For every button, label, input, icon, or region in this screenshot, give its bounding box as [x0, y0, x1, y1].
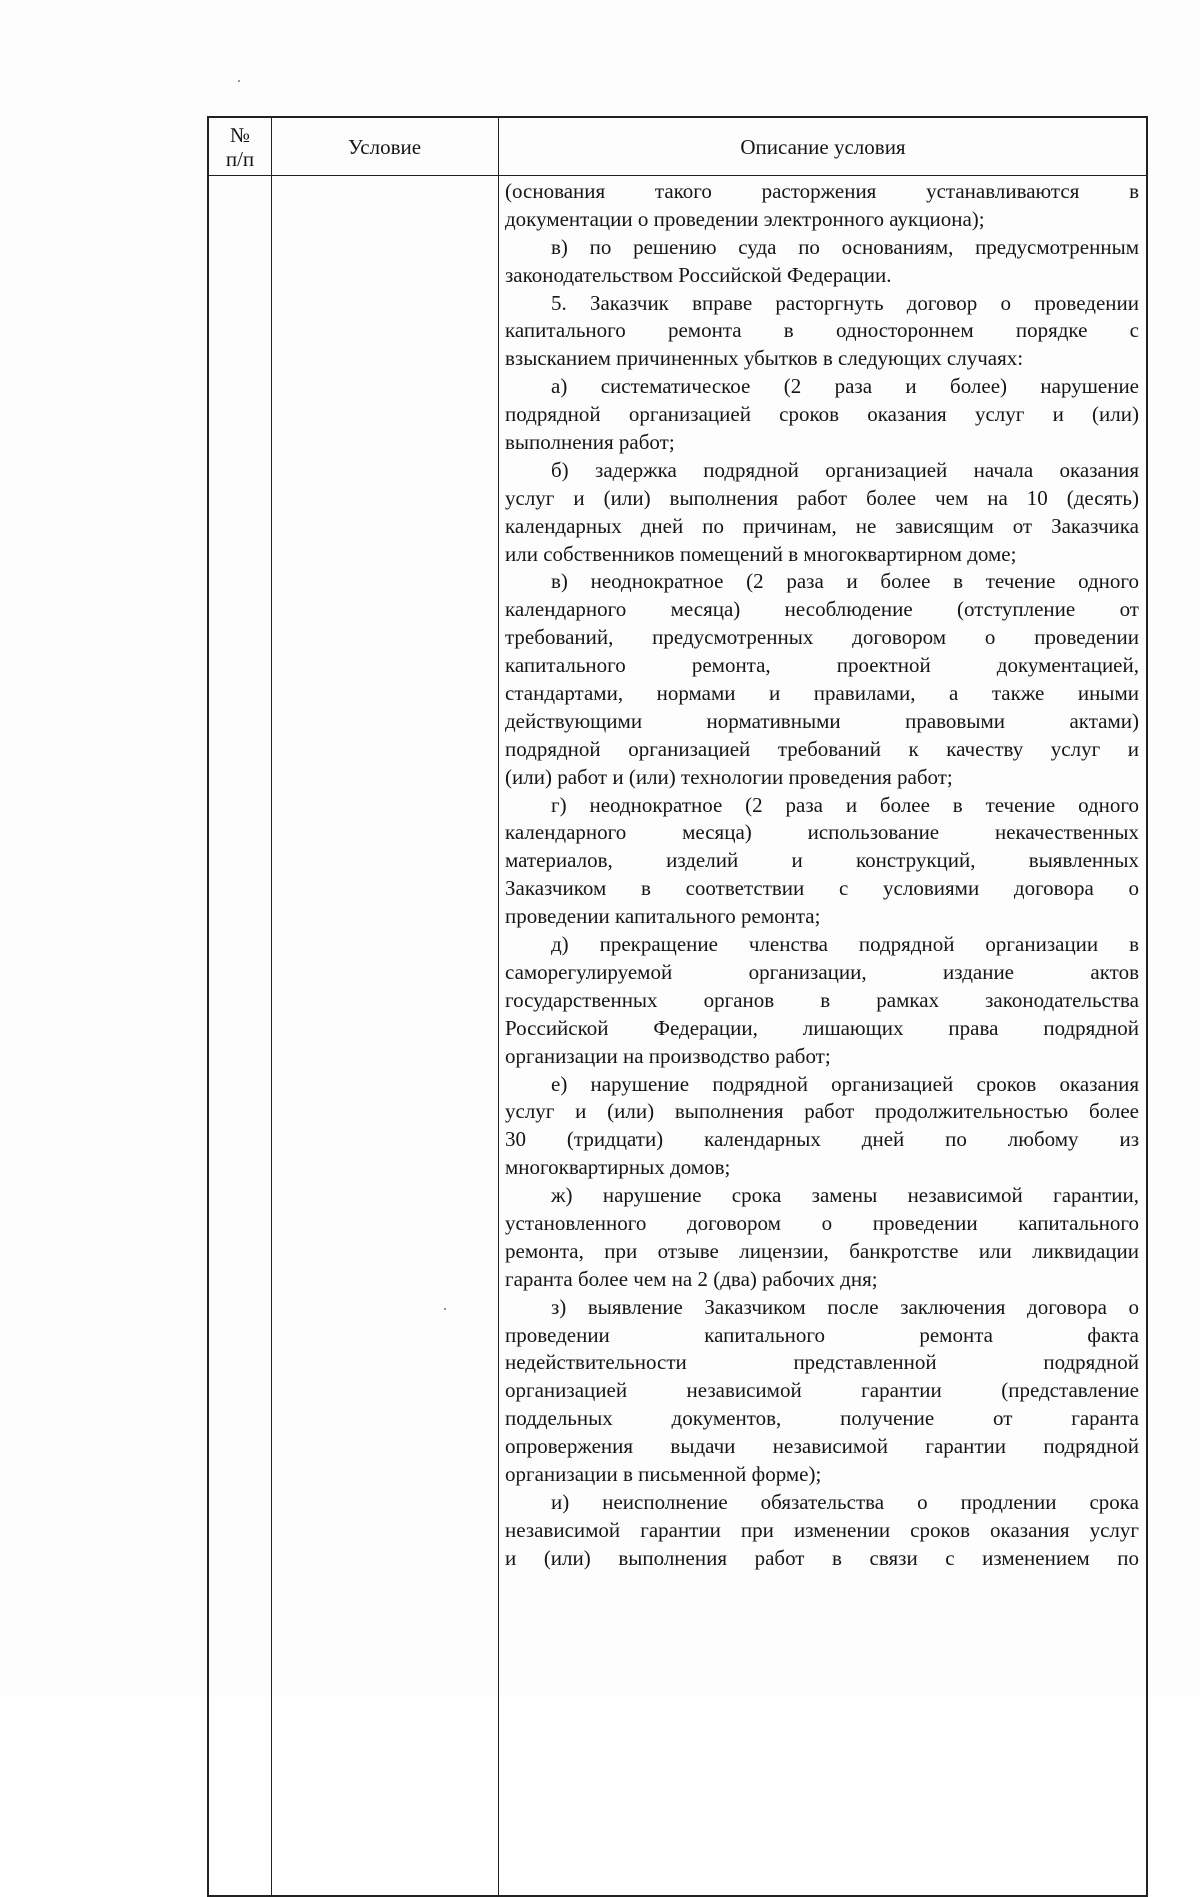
- description-line: организации на производство работ;: [505, 1043, 831, 1068]
- description-line: проведении капитального ремонта факта: [505, 1322, 1139, 1347]
- description-line: саморегулируемой организации, издание актов: [505, 959, 1139, 984]
- description-line: в) неоднократное (2 раза и более в течение одного: [551, 569, 1139, 594]
- description-line: календарного месяца) несоблюдение (отступление от: [505, 597, 1139, 622]
- description-line: (основания такого расторжения устанавливаются в: [505, 179, 1139, 203]
- header-number-symbol: №: [229, 122, 251, 147]
- description-line: е) нарушение подрядной организацией сроков оказания: [551, 1071, 1139, 1096]
- scan-artifact: [444, 1308, 446, 1310]
- header-number: [209, 118, 271, 175]
- description-line: календарных дней по причинам, не зависящим от Заказчика: [505, 513, 1139, 538]
- description-line: опровержения выдачи независимой гарантии подрядной: [505, 1434, 1139, 1459]
- description-line: ж) нарушение срока замены независимой гарантии,: [551, 1183, 1139, 1208]
- description-line: независимой гарантии при изменении сроков оказания услуг: [505, 1517, 1139, 1542]
- description-line: (или) работ и (или) технологии проведения работ;: [505, 764, 953, 789]
- description-line: календарного месяца) использование некачественных: [505, 820, 1139, 845]
- description-line: организации в письменной форме);: [505, 1461, 822, 1486]
- description-line: капитального ремонта, проектной документацией,: [505, 653, 1139, 678]
- scan-artifact: [238, 80, 240, 82]
- description-line: Российской Федерации, лишающих права подрядной: [505, 1015, 1139, 1040]
- header-divider: [209, 175, 1146, 176]
- description-line: организацией независимой гарантии (представление: [505, 1378, 1139, 1403]
- description-line: г) неоднократное (2 раза и более в течение одного: [551, 792, 1139, 817]
- description-line: гаранта более чем на 2 (два) рабочих дня;: [505, 1266, 878, 1291]
- description-cell: [505, 178, 1139, 1573]
- description-line: и) неисполнение обязательства о продлении срока: [551, 1489, 1139, 1514]
- description-line: недействительности представленной подрядной: [505, 1350, 1139, 1375]
- description-line: а) систематическое (2 раза и более) нарушение: [551, 374, 1139, 399]
- description-line: материалов, изделий и конструкций, выявленных: [505, 848, 1139, 873]
- description-line: поддельных документов, получение от гаранта: [505, 1406, 1139, 1431]
- description-line: стандартами, нормами и правилами, а также иными: [505, 681, 1139, 706]
- description-line: услуг и (или) выполнения работ продолжительностью более: [505, 1099, 1139, 1124]
- description-line: действующими нормативными правовыми актами): [505, 708, 1139, 733]
- description-line: услуг и (или) выполнения работ более чем на 10 (десять): [505, 485, 1139, 510]
- description-line: документации о проведении электронного аукциона);: [505, 206, 985, 231]
- description-line: требований, предусмотренных договором о проведении: [505, 625, 1139, 650]
- description-line: 30 (тридцати) календарных дней по любому из: [505, 1127, 1139, 1152]
- column-divider: [271, 118, 272, 1895]
- description-line: 5. Заказчик вправе расторгнуть договор о проведении: [551, 290, 1139, 315]
- description-line: Заказчиком в соответствии с условиями договора о: [505, 876, 1139, 901]
- description-line: в) по решению суда по основаниям, предусмотренным: [551, 234, 1139, 259]
- description-line: ремонта, при отзыве лицензии, банкротстве или ликвидации: [505, 1238, 1139, 1263]
- description-line: многоквартирных домов;: [505, 1155, 731, 1180]
- header-description: Описание условия: [740, 134, 906, 159]
- description-line: капитального ремонта в одностороннем порядке с: [505, 318, 1139, 343]
- description-line: или собственников помещений в многоквартирном доме;: [505, 541, 1017, 566]
- description-line: взысканием причиненных убытков в следующих случаях:: [505, 346, 1024, 371]
- description-line: выполнения работ;: [505, 430, 675, 455]
- description-line: законодательством Российской Федерации.: [505, 262, 892, 287]
- description-line: подрядной организацией сроков оказания услуг и (или): [505, 402, 1139, 427]
- header-number-abbrev: п/п: [225, 146, 255, 171]
- description-line: б) задержка подрядной организацией начала оказания: [551, 457, 1139, 482]
- description-line: и (или) выполнения работ в связи с изменением по: [505, 1545, 1139, 1570]
- conditions-table: [207, 116, 1148, 1897]
- header-condition: Условие: [347, 134, 422, 159]
- description-line: установленного договором о проведении капитального: [505, 1210, 1139, 1235]
- description-line: з) выявление Заказчиком после заключения договора о: [551, 1294, 1139, 1319]
- description-line: государственных органов в рамках законодательства: [505, 987, 1139, 1012]
- description-line: д) прекращение членства подрядной организации в: [551, 932, 1139, 957]
- description-line: проведении капитального ремонта;: [505, 904, 821, 929]
- description-line: подрядной организацией требований к качеству услуг и: [505, 736, 1139, 761]
- column-divider: [498, 118, 499, 1895]
